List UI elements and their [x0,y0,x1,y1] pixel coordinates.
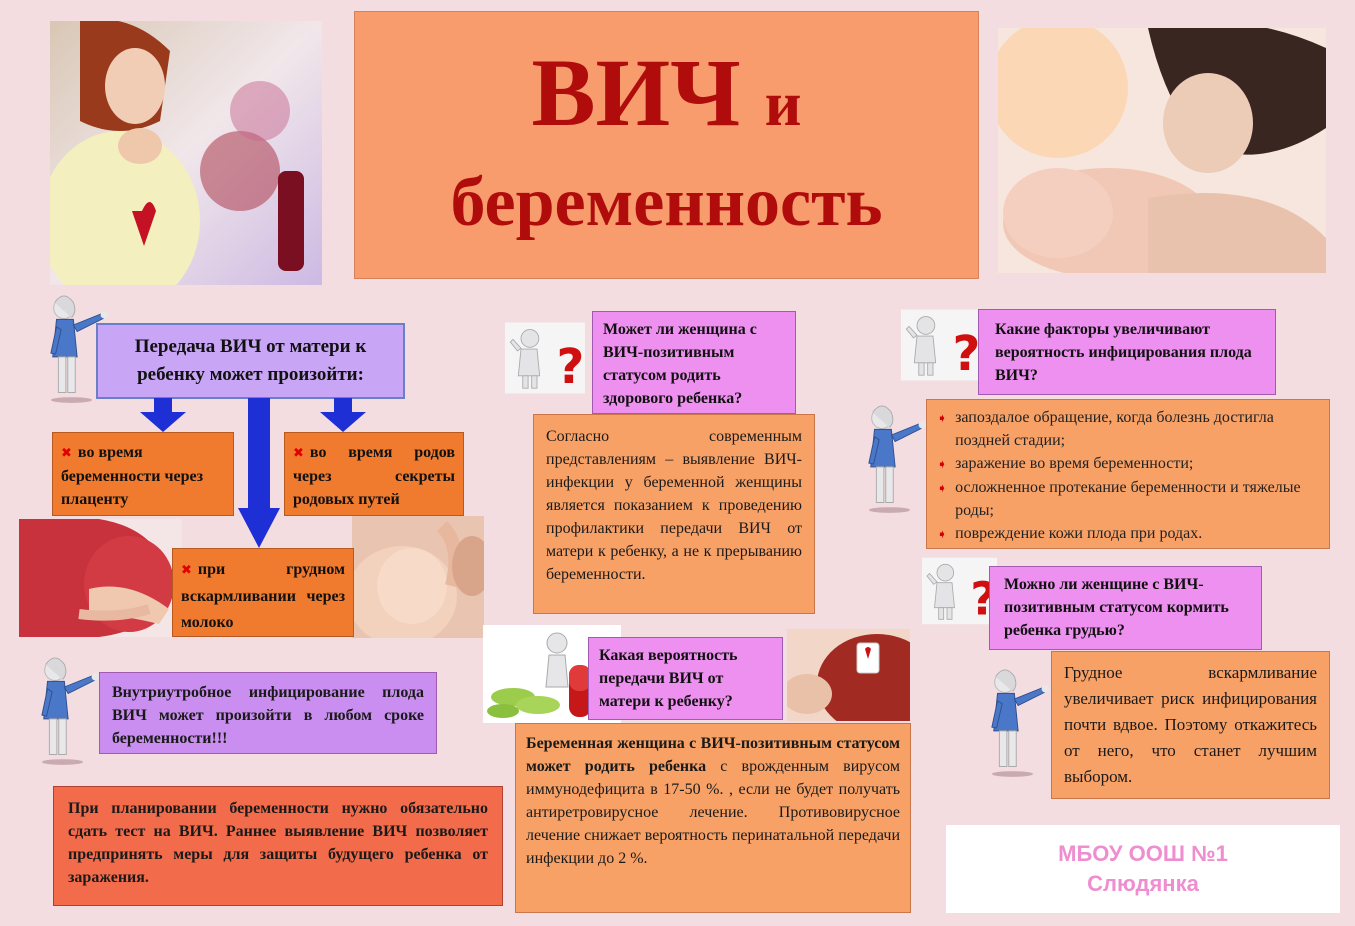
photo-mother-newborn [998,28,1326,273]
q2-answer-rest: с врожденным вирусом иммунодефицита в 17-50 %. , если не будет получать антиретровирусное лечение. Противовирусное лечение снижает вероятность перинатальной передачи инфекции до 2 %. [526,758,900,867]
q1-answer: Согласно современным представлениям – выявление ВИЧ-инфекции у беременной женщины является показанием к проведению профилактики передачи ВИЧ от матери к ребенку, а не к прерыванию беременности. [546,428,802,583]
planning-box [53,786,503,906]
question-mark-icon [901,309,981,381]
q3-factors-box [926,399,1330,549]
factor-text: запоздалое обращение, когда болезнь достигла поздней стадии; [955,409,1274,449]
photo-breastfeeding [352,516,484,638]
intrauterine-text: Внутриутробное инфицирование плода ВИЧ может произойти в любом сроке беременности!!! [112,684,424,747]
risk-factors-list [937,406,1319,546]
intrauterine-box [99,672,437,754]
red-triangle-icon: ➧ [937,457,948,471]
presenter-figure-2 [25,652,100,767]
way-1-text: во время беременности через плаценту [61,444,204,508]
cross-mark-icon: ✖ [61,446,72,461]
q1-question: Может ли женщина с ВИЧ-позитивным статусом родить здорового ребенка? [603,321,757,407]
list-item [937,452,1319,476]
red-triangle-icon: ➧ [937,527,948,541]
title-main: ВИЧ [531,38,741,146]
q2-answer-bold: Беременная женщина с ВИЧ-позитивным статусом может родить ребенка [526,735,900,775]
factor-text: заражение во время беременности; [955,455,1194,472]
page-title [531,38,802,154]
factor-text: повреждение кожи плода при родах. [955,525,1203,542]
planning-text: При планировании беременности нужно обязательно сдать тест на ВИЧ. Раннее выявление ВИЧ позволяет предпринять меры для защиты будущего ребенка от заражения. [68,800,488,886]
cross-mark-icon: ✖ [181,563,192,578]
way-3-text: при грудном вскармливании через молоко [181,561,345,631]
q3-question-box [978,309,1276,395]
red-triangle-icon: ➧ [937,411,948,425]
transmission-header: Передача ВИЧ от матери к ребенку может произойти: [134,336,367,385]
presenter-figure-3 [852,400,927,515]
q1-answer-box [533,414,815,614]
cross-mark-icon: ✖ [293,446,304,461]
presenter-figure-4 [975,664,1050,779]
school-name: МБОУ ООШ №1 [1058,841,1228,866]
question-mark-icon [922,557,997,625]
school-town: Слюдянка [1087,871,1199,896]
red-triangle-icon: ➧ [937,481,948,495]
blue-down-arrow-icon [140,398,186,432]
title-connector: и [764,67,802,139]
blue-down-arrow-icon [238,398,280,548]
photo-pregnant-woman-virus [50,21,322,285]
q2-question: Какая вероятность передачи ВИЧ от матери к ребенку? [599,647,738,710]
list-item [937,406,1319,452]
title-banner [354,11,979,279]
q2-question-box [588,637,783,720]
blue-down-arrow-icon [320,398,366,432]
q4-answer-box [1051,651,1330,799]
q4-question: Можно ли женщине с ВИЧ-позитивным статусом кормить ребенка грудью? [1004,576,1229,639]
transmission-way-pregnancy [52,432,234,516]
q4-question-box [989,566,1262,650]
q4-answer: Грудное вскармливание увеличивает риск инфицирования почти вдвое. Поэтому откажитесь от него, что станет лучшим выбором. [1064,663,1317,786]
list-item [937,522,1319,546]
factor-text: осложненное протекание беременности и тяжелые роды; [955,479,1301,519]
title-sub: беременность [450,163,883,241]
school-label [946,825,1340,913]
question-mark-icon [505,322,585,394]
transmission-way-breastfeeding [172,548,354,637]
transmission-way-birth [284,432,464,516]
list-item [937,476,1319,522]
q3-question: Какие факторы увеличивают вероятность инфицирования плода ВИЧ? [995,321,1252,384]
photo-pregnant-belly [19,519,182,637]
transmission-header-box [96,323,405,399]
photo-pregnant-pills [787,629,910,721]
q2-answer-box [515,723,911,913]
q1-question-box [592,311,796,414]
way-2-text: во время родов через секреты родовых путей [293,444,455,508]
q2-answer [526,732,900,870]
